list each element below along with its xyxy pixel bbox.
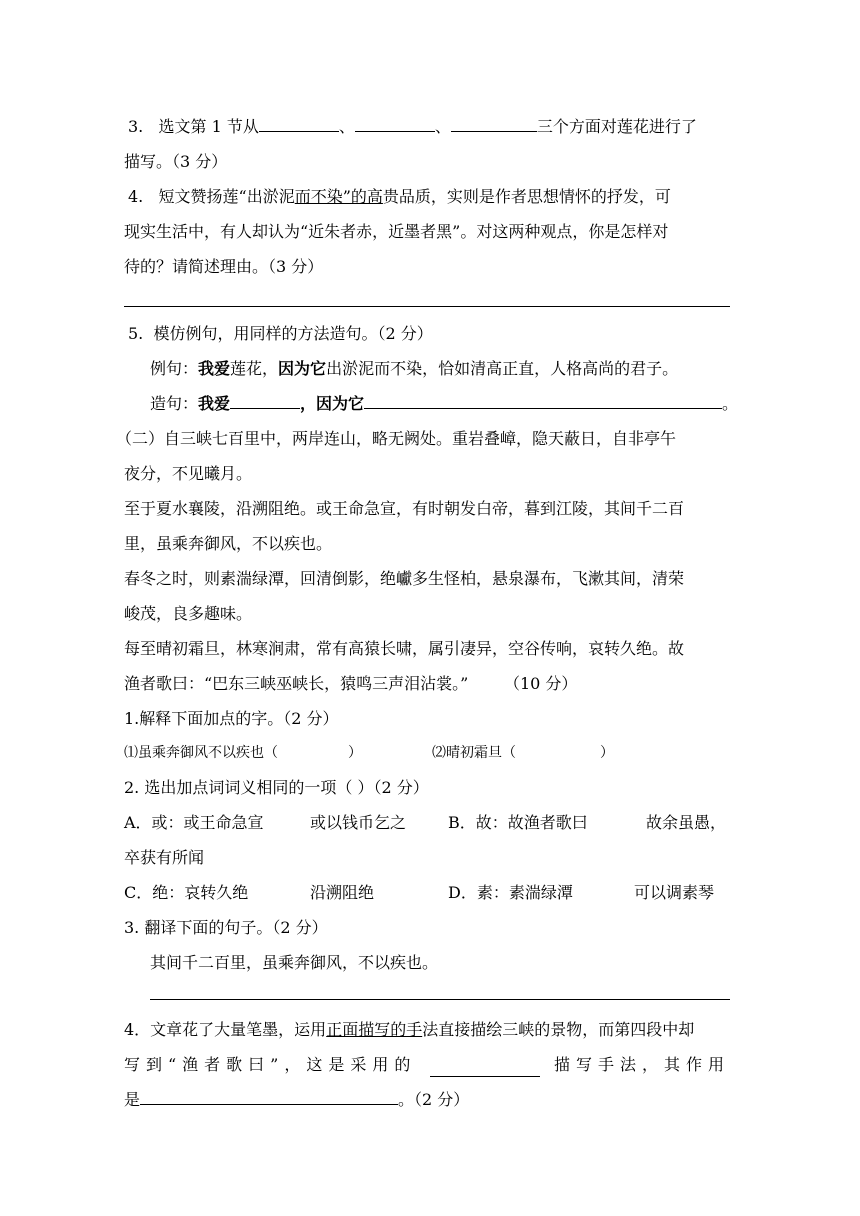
s3-answer-line[interactable]	[150, 999, 730, 1000]
s2-option-d[interactable]: D．素：素湍绿潭	[448, 883, 573, 902]
q5-line1: 5. 模仿例句，用同样的方法造句。（2 分）	[128, 324, 433, 343]
passage-p4-line2: 渔者歌曰：“巴东三峡巫峡长，猿鸣三声泪沾裳。” （10 分）	[124, 674, 578, 693]
s4-line1: 4．文章花了大量笔墨，运用正面描写的手法直接描绘三峡的景物，而第四段中却	[124, 1020, 695, 1039]
s2-option-b-pair: 故余虽愚，	[646, 813, 727, 832]
s4-blank-1[interactable]	[430, 1060, 540, 1077]
passage-p4-line1: 每至晴初霜旦，林寒涧肃，常有高猿长啸，属引凄异，空谷传响，哀转久绝。故	[124, 639, 685, 658]
s2-option-c-pair: 沿溯阻绝	[310, 883, 375, 902]
q3-blank-2[interactable]	[355, 115, 435, 132]
q4-answer-line[interactable]	[124, 306, 730, 307]
s3-title: 3. 翻译下面的句子。（2 分）	[124, 918, 328, 937]
q3-blank-1[interactable]	[259, 115, 339, 132]
s2-option-a-pair: 或以钱币乞之	[310, 813, 407, 832]
passage-p3-line2: 峻茂，良多趣味。	[124, 604, 253, 623]
s4-line2: 写到“渔者歌曰”，这是采用的 描写手法，其作用	[124, 1053, 730, 1077]
s4-line3: 是 。（2 分）	[124, 1090, 470, 1109]
passage-p2-line2: 里，虽乘奔御风，不以疾也。	[124, 534, 333, 553]
s1-item2: ⑵晴初霜旦（ ）	[432, 745, 614, 761]
s1-items: ⑴虽乘奔御风不以疾也（ ）	[124, 745, 362, 761]
passage-p3-line1: 春冬之时，则素湍绿潭，回清倒影，绝巘多生怪柏，悬泉瀑布，飞漱其间，清荣	[124, 569, 685, 588]
s1-title: 1.解释下面加点的字。（2 分）	[124, 709, 339, 728]
q5-blank-2[interactable]	[364, 392, 722, 409]
q5-blank-1[interactable]	[230, 392, 300, 409]
passage-p1-line2: 夜分，不见曦月。	[124, 464, 253, 483]
q3-line2: 描写。（3 分）	[124, 152, 228, 171]
q3-line1: 3. 选文第 1 节从 、 、 三个方面对莲花进行了	[128, 117, 697, 136]
q5-make: 造句：我爱 ，因为它 。	[150, 394, 739, 413]
s2-option-c[interactable]: C．绝：哀转久绝	[124, 883, 249, 902]
s3-sentence: 其间千二百里，虽乘奔御风，不以疾也。	[150, 953, 439, 972]
q3-blank-3[interactable]	[451, 115, 537, 132]
s4-blank-2[interactable]	[140, 1088, 398, 1105]
q4-line1: 4. 短文赞扬莲“出淤泥而不染”的高贵品质，实则是作者思想情怀的抒发，可	[128, 187, 671, 206]
passage-p1-line1: （二）自三峡七百里中，两岸连山，略无阙处。重岩叠嶂，隐天蔽日，自非亭午	[116, 429, 677, 448]
s2-option-b[interactable]: B．故：故渔者歌曰	[448, 813, 588, 832]
q5-example: 例句：我爱莲花，因为它出淤泥而不染，恰如清高正直，人格高尚的君子。	[150, 359, 679, 378]
s2-option-a[interactable]: A．或：或王命急宣	[124, 813, 264, 832]
q4-line3: 待的？请简述理由。（3 分）	[124, 257, 324, 276]
s2-option-b-cont: 卒获有所闻	[124, 848, 205, 867]
s2-option-d-pair: 可以调素琴	[634, 883, 715, 902]
q4-line2: 现实生活中，有人却认为“近朱者赤，近墨者黑”。对这两种观点，你是怎样对	[124, 222, 669, 241]
passage-p2-line1: 至于夏水襄陵，沿溯阻绝。或王命急宣，有时朝发白帝，暮到江陵，其间千二百	[124, 499, 685, 518]
s2-title: 2. 选出加点词词义相同的一项（ ）（2 分）	[124, 778, 429, 797]
